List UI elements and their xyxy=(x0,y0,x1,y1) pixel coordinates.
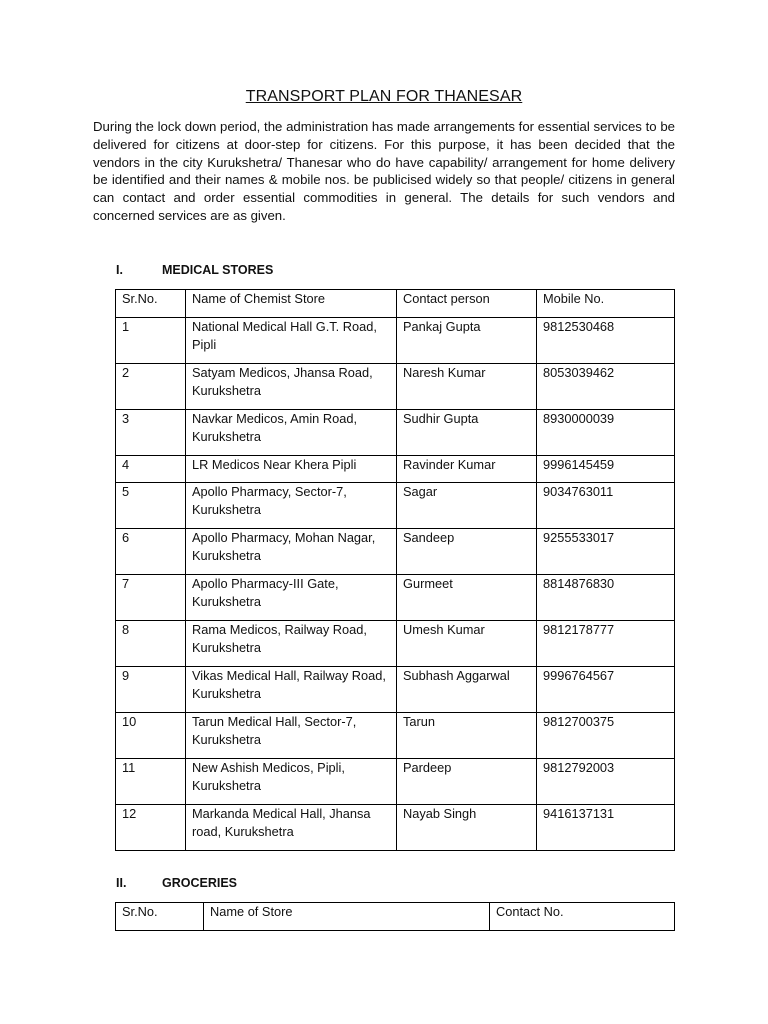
contact-person-cell: Sandeep xyxy=(397,529,537,575)
mobile-number-cell: 9416137131 xyxy=(537,805,675,851)
contact-person-cell: Nayab Singh xyxy=(397,805,537,851)
section-heading-groceries xyxy=(116,876,237,890)
column-header: Name of Store xyxy=(204,903,490,931)
section-number: I. xyxy=(116,263,123,277)
serial-number-cell: 2 xyxy=(116,364,186,410)
column-header: Sr.No. xyxy=(116,903,204,931)
table-row xyxy=(116,456,675,483)
store-name-cell: Satyam Medicos, Jhansa Road, Kurukshetra xyxy=(186,364,397,410)
store-name-cell: Apollo Pharmacy, Mohan Nagar, Kurukshetra xyxy=(186,529,397,575)
store-name-cell: Apollo Pharmacy, Sector-7, Kurukshetra xyxy=(186,483,397,529)
serial-number-cell: 10 xyxy=(116,713,186,759)
serial-number-cell: 11 xyxy=(116,759,186,805)
serial-number-cell: 4 xyxy=(116,456,186,483)
serial-number-cell: 12 xyxy=(116,805,186,851)
contact-person-cell: Gurmeet xyxy=(397,575,537,621)
serial-number-cell: 5 xyxy=(116,483,186,529)
store-name-cell: Apollo Pharmacy-III Gate, Kurukshetra xyxy=(186,575,397,621)
table-header-row xyxy=(116,903,675,931)
column-header: Name of Chemist Store xyxy=(186,290,397,318)
column-header: Mobile No. xyxy=(537,290,675,318)
store-name-cell: Markanda Medical Hall, Jhansa road, Kurukshetra xyxy=(186,805,397,851)
store-name-cell: Vikas Medical Hall, Railway Road, Kurukshetra xyxy=(186,667,397,713)
serial-number-cell: 6 xyxy=(116,529,186,575)
mobile-number-cell: 9812700375 xyxy=(537,713,675,759)
table-row xyxy=(116,667,675,713)
store-name-cell: Rama Medicos, Railway Road, Kurukshetra xyxy=(186,621,397,667)
table-row xyxy=(116,364,675,410)
serial-number-cell: 7 xyxy=(116,575,186,621)
contact-person-cell: Sagar xyxy=(397,483,537,529)
store-name-cell: Tarun Medical Hall, Sector-7, Kurukshetra xyxy=(186,713,397,759)
store-name-cell: National Medical Hall G.T. Road, Pipli xyxy=(186,318,397,364)
mobile-number-cell: 9255533017 xyxy=(537,529,675,575)
groceries-table xyxy=(115,902,675,931)
section-title: MEDICAL STORES xyxy=(162,263,274,277)
store-name-cell: LR Medicos Near Khera Pipli xyxy=(186,456,397,483)
serial-number-cell: 8 xyxy=(116,621,186,667)
table-row xyxy=(116,529,675,575)
store-name-cell: Navkar Medicos, Amin Road, Kurukshetra xyxy=(186,410,397,456)
contact-person-cell: Pardeep xyxy=(397,759,537,805)
contact-person-cell: Subhash Aggarwal xyxy=(397,667,537,713)
contact-person-cell: Tarun xyxy=(397,713,537,759)
contact-person-cell: Sudhir Gupta xyxy=(397,410,537,456)
contact-person-cell: Umesh Kumar xyxy=(397,621,537,667)
mobile-number-cell: 9996145459 xyxy=(537,456,675,483)
page-title: TRANSPORT PLAN FOR THANESAR xyxy=(245,88,523,105)
intro-paragraph: During the lock down period, the administration has made arrangements for essential services to be delivered for citizens at door-step for citizens. For this purpose, it has been decided that the vendors in the city Kurukshetra/ Thanesar who do have capability/ arrangement for home delivery be identified and their names & mobile nos. be publicised widely so that people/ citizens in general can contact and order essential commodities in general. The details for such vendors and concerned services are as given. xyxy=(93,119,675,223)
table-header-row xyxy=(116,290,675,318)
serial-number-cell: 3 xyxy=(116,410,186,456)
contact-person-cell: Pankaj Gupta xyxy=(397,318,537,364)
mobile-number-cell: 9034763011 xyxy=(537,483,675,529)
table-row xyxy=(116,621,675,667)
table-row xyxy=(116,805,675,851)
table-row xyxy=(116,483,675,529)
column-header: Sr.No. xyxy=(116,290,186,318)
medical-stores-body xyxy=(116,318,675,851)
contact-person-cell: Ravinder Kumar xyxy=(397,456,537,483)
section-heading-medical xyxy=(116,263,273,277)
mobile-number-cell: 9996764567 xyxy=(537,667,675,713)
mobile-number-cell: 9812178777 xyxy=(537,621,675,667)
table-row xyxy=(116,713,675,759)
mobile-number-cell: 8053039462 xyxy=(537,364,675,410)
section-number: II. xyxy=(116,876,127,890)
medical-stores-table xyxy=(115,289,675,851)
table-row xyxy=(116,410,675,456)
table-row xyxy=(116,759,675,805)
column-header: Contact No. xyxy=(490,903,675,931)
mobile-number-cell: 8814876830 xyxy=(537,575,675,621)
section-title: GROCERIES xyxy=(162,876,238,890)
column-header: Contact person xyxy=(397,290,537,318)
table-row xyxy=(116,318,675,364)
serial-number-cell: 9 xyxy=(116,667,186,713)
mobile-number-cell: 9812792003 xyxy=(537,759,675,805)
mobile-number-cell: 9812530468 xyxy=(537,318,675,364)
store-name-cell: New Ashish Medicos, Pipli, Kurukshetra xyxy=(186,759,397,805)
serial-number-cell: 1 xyxy=(116,318,186,364)
table-row xyxy=(116,575,675,621)
mobile-number-cell: 8930000039 xyxy=(537,410,675,456)
contact-person-cell: Naresh Kumar xyxy=(397,364,537,410)
